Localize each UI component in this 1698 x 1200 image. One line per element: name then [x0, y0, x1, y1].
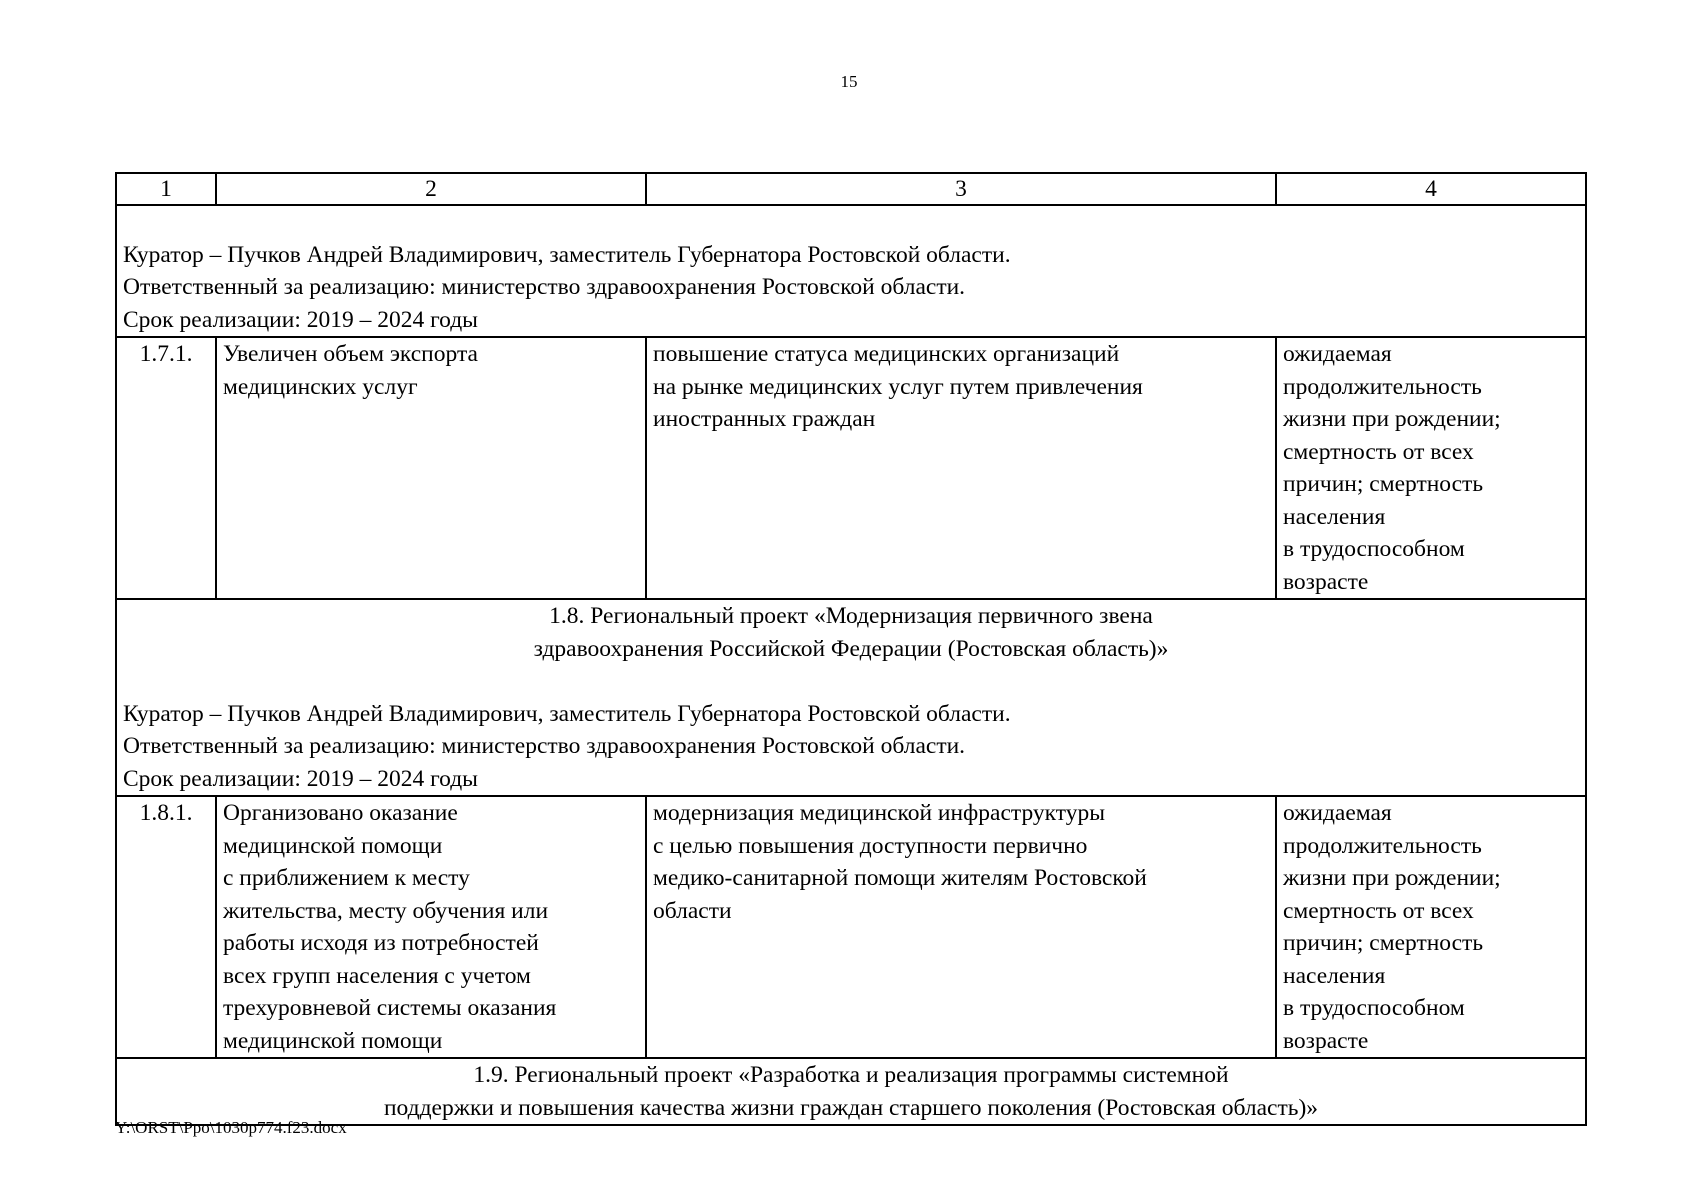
section-1-8-title: 1.8. Региональный проект «Модернизация первичного звена здравоохранения Российской Федерации (Ростовская область)»	[533, 603, 1169, 662]
row-1-8-1-result: Организовано оказание медицинской помощи с приближением к месту жительства, месту обучения или работы исходя из потребностей всех групп населения с учетом трехуровневой системы оказания медицинской помощи	[216, 796, 646, 1058]
responsible-line: Ответственный за реализацию: министерство здравоохранения Ростовской области.	[123, 274, 966, 300]
section-1-8-row	[116, 599, 1586, 796]
section-1-9-row	[116, 1058, 1586, 1125]
section-1-8	[116, 599, 1586, 796]
section-1-8-info	[123, 698, 1579, 796]
program-table	[115, 172, 1587, 1126]
table-header-row	[116, 173, 1586, 205]
term-line: Срок реализации: 2019 – 2024 годы	[123, 765, 478, 792]
curator-line: Куратор – Пучков Андрей Владимирович, заместитель Губернатора Ростовской области.	[123, 700, 1011, 727]
section-1-7-info-row	[116, 205, 1586, 337]
responsible-line: Ответственный за реализацию: министерство здравоохранения Ростовской области.	[123, 733, 966, 759]
table-row-1-8-1	[116, 796, 1586, 1058]
table-row-1-7-1	[116, 337, 1586, 599]
curator-line: Куратор – Пучков Андрей Владимирович, заместитель Губернатора Ростовской области.	[123, 241, 1011, 268]
section-1-9-title: 1.9. Региональный проект «Разработка и реализация программы системной поддержки и повышения качества жизни граждан старшего поколения (Ростовская область)»	[116, 1058, 1586, 1125]
row-1-8-1-indicators: ожидаемая продолжительность жизни при рождении; смертность от всех причин; смертность населения в трудоспособном возрасте	[1276, 796, 1586, 1058]
row-number: 1.8.1.	[116, 796, 216, 1058]
term-line: Срок реализации: 2019 – 2024 годы	[123, 306, 478, 333]
header-cell-4: 4	[1276, 173, 1586, 205]
header-cell-1: 1	[116, 173, 216, 205]
row-1-7-1-indicators: ожидаемая продолжительность жизни при рождении; смертность от всех причин; смертность населения в трудоспособном возрасте	[1276, 337, 1586, 599]
header-cell-2: 2	[216, 173, 646, 205]
row-1-7-1-description: повышение статуса медицинских организаций на рынке медицинских услуг путем привлечения иностранных граждан	[646, 337, 1276, 599]
row-number: 1.7.1.	[116, 337, 216, 599]
section-1-7-info	[116, 205, 1586, 337]
footer-file-path: Y:\ORST\Ppo\1030p774.f23.docx	[115, 1118, 347, 1137]
row-1-7-1-result: Увеличен объем экспорта медицинских услуг	[216, 337, 646, 599]
row-1-8-1-description: модернизация медицинской инфраструктуры с целью повышения доступности первично медико-санитарной помощи жителям Ростовской области	[646, 796, 1276, 1058]
page-number: 15	[840, 72, 858, 91]
header-cell-3: 3	[646, 173, 1276, 205]
